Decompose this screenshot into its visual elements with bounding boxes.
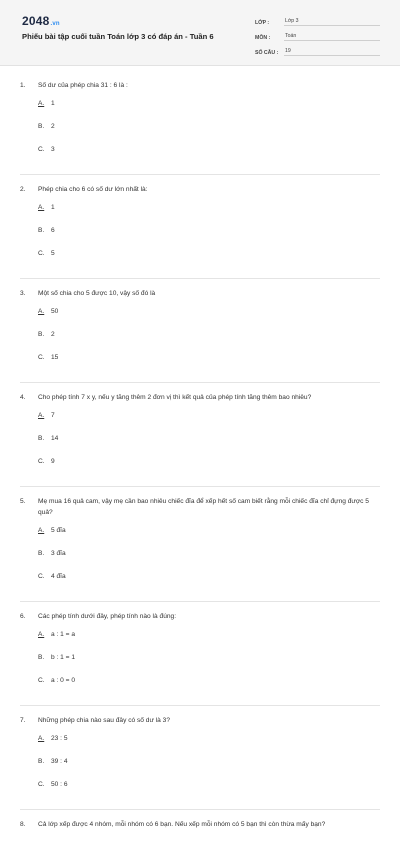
- option-text: 4 đĩa: [51, 573, 66, 580]
- answer-options: [20, 629, 380, 698]
- question-number: 6.: [20, 613, 26, 620]
- question-item: [20, 288, 380, 383]
- option-text: 2: [51, 331, 55, 338]
- question-stem: [20, 80, 380, 91]
- question-item: [20, 184, 380, 279]
- option-letter: C.: [38, 781, 45, 788]
- option-text: 1: [51, 100, 55, 107]
- question-number: 2.: [20, 186, 26, 193]
- question-stem: [20, 715, 380, 726]
- logo-suffix: .vn: [50, 21, 60, 27]
- question-text: Cả lớp xếp được 4 nhóm, mỗi nhóm có 6 bạn. Nếu xếp mỗi nhóm có 5 bạn thì còn thừa mấy bạn?: [38, 821, 326, 828]
- answer-option[interactable]: [38, 629, 211, 640]
- option-text: 50: [51, 308, 59, 315]
- question-item: [20, 496, 380, 602]
- answer-option[interactable]: [38, 121, 211, 132]
- question-stem: [20, 819, 380, 830]
- option-text: 2: [51, 123, 55, 130]
- question-text: Những phép chia nào sau đây có số dư là 3?: [38, 717, 171, 724]
- question-item: [20, 819, 380, 844]
- option-letter: A.: [38, 412, 45, 419]
- question-text: Phép chia cho 6 có số dư lớn nhất là:: [38, 186, 148, 193]
- answer-option[interactable]: [38, 756, 211, 767]
- option-letter: B.: [38, 435, 45, 442]
- question-number: 4.: [20, 394, 26, 401]
- option-text: 39 : 4: [51, 758, 68, 765]
- question-item: [20, 392, 380, 487]
- option-letter: A.: [38, 631, 45, 638]
- option-text: 5 đĩa: [51, 527, 66, 534]
- option-text: 5: [51, 250, 55, 257]
- option-letter: B.: [38, 758, 45, 765]
- question-text: Mẹ mua 16 quả cam, vậy mẹ cần bao nhiêu chiếc đĩa để xếp hết số cam biết rằng mỗi chiếc đĩa chỉ đựng được 5 quả?: [38, 498, 369, 516]
- answer-option[interactable]: [38, 433, 211, 444]
- answer-option[interactable]: [38, 779, 211, 790]
- question-text: Số dư của phép chia 31 : 6 là :: [38, 82, 128, 89]
- option-letter: A.: [38, 100, 45, 107]
- option-text: 6: [51, 227, 55, 234]
- answer-option[interactable]: [38, 652, 211, 663]
- meta-value: Lớp 3: [284, 18, 380, 26]
- question-item: [20, 80, 380, 175]
- answer-option[interactable]: [38, 225, 211, 236]
- answer-option[interactable]: [38, 456, 211, 467]
- meta-label: MÔN :: [255, 35, 271, 41]
- option-letter: C.: [38, 354, 45, 361]
- meta-row-subject: [255, 29, 380, 41]
- option-letter: B.: [38, 331, 45, 338]
- option-letter: C.: [38, 573, 45, 580]
- answer-options: [20, 98, 380, 167]
- option-text: a : 0 = 0: [51, 677, 76, 684]
- question-text: Các phép tính dưới đây, phép tính nào là đúng:: [38, 613, 177, 620]
- answer-option[interactable]: [38, 410, 211, 421]
- answer-option[interactable]: [38, 733, 211, 744]
- option-letter: B.: [38, 654, 45, 661]
- answer-options: [20, 410, 380, 479]
- question-item: [20, 715, 380, 810]
- answer-option[interactable]: [38, 352, 211, 363]
- question-number: 7.: [20, 717, 26, 724]
- answer-option[interactable]: [38, 98, 211, 109]
- meta-label: SỐ CÂU :: [255, 50, 279, 56]
- option-letter: B.: [38, 227, 45, 234]
- answer-options: [20, 202, 380, 271]
- option-letter: A.: [38, 527, 45, 534]
- option-text: 23 : 5: [51, 735, 68, 742]
- question-stem: [20, 288, 380, 299]
- option-letter: A.: [38, 308, 45, 315]
- option-text: 50 : 6: [51, 781, 68, 788]
- meta-value: 19: [284, 48, 380, 56]
- meta-value: Toán: [284, 33, 380, 41]
- answer-option[interactable]: [38, 329, 211, 340]
- option-letter: B.: [38, 550, 45, 557]
- answer-option[interactable]: [38, 202, 211, 213]
- option-text: 3: [51, 146, 55, 153]
- question-text: Cho phép tính 7 x y, nếu y tăng thêm 2 đơn vị thì kết quả của phép tính tăng thêm bao nhiêu?: [38, 394, 312, 401]
- question-stem: [20, 184, 380, 195]
- option-letter: C.: [38, 458, 45, 465]
- option-text: 7: [51, 412, 55, 419]
- worksheet-header: [0, 0, 400, 66]
- option-text: 14: [51, 435, 59, 442]
- option-text: b : 1 = 1: [51, 654, 76, 661]
- question-stem: [20, 496, 380, 518]
- question-list: [0, 66, 400, 844]
- meta-label: LỚP :: [255, 20, 270, 26]
- question-text: Một số chia cho 5 được 10, vậy số đó là: [38, 290, 156, 297]
- answer-option[interactable]: [38, 675, 211, 686]
- answer-option[interactable]: [38, 548, 211, 559]
- answer-option[interactable]: [38, 306, 211, 317]
- option-letter: C.: [38, 146, 45, 153]
- option-text: 1: [51, 204, 55, 211]
- option-text: 3 đĩa: [51, 550, 66, 557]
- option-text: 9: [51, 458, 55, 465]
- option-letter: A.: [38, 204, 45, 211]
- question-item: [20, 611, 380, 706]
- option-text: 15: [51, 354, 59, 361]
- answer-option[interactable]: [38, 248, 211, 259]
- answer-option[interactable]: [38, 144, 211, 155]
- answer-options: [20, 306, 380, 375]
- option-letter: A.: [38, 735, 45, 742]
- meta-row-class: [255, 14, 380, 26]
- answer-option[interactable]: [38, 571, 211, 582]
- answer-options: [20, 733, 380, 802]
- option-letter: C.: [38, 677, 45, 684]
- worksheet-title: Phiếu bài tập cuối tuần Toán lớp 3 có đáp án - Tuần 6: [22, 32, 214, 41]
- logo-text: 2048: [22, 14, 50, 28]
- question-number: 8.: [20, 821, 26, 828]
- question-stem: [20, 392, 380, 403]
- site-logo[interactable]: [22, 14, 60, 28]
- question-number: 3.: [20, 290, 26, 297]
- worksheet-meta: [255, 14, 380, 59]
- option-letter: C.: [38, 250, 45, 257]
- meta-row-question-count: [255, 44, 380, 56]
- option-text: a : 1 = a: [51, 631, 76, 638]
- question-number: 5.: [20, 498, 26, 505]
- question-stem: [20, 611, 380, 622]
- question-number: 1.: [20, 82, 26, 89]
- answer-option[interactable]: [38, 525, 211, 536]
- answer-options: [20, 525, 380, 594]
- option-letter: B.: [38, 123, 45, 130]
